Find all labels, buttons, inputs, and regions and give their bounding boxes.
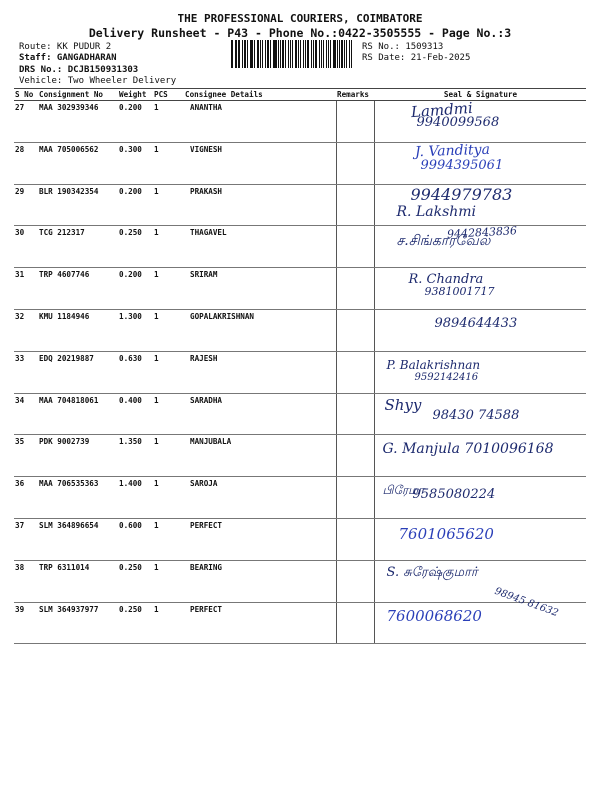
remarks-cell xyxy=(336,477,374,519)
handwritten-signature: S. சுரேஷ்குமார் xyxy=(386,564,478,580)
handwritten-signature: Shyy xyxy=(384,395,422,414)
col-consignment: Consignment No xyxy=(38,89,118,101)
weight-cell: 0.250 xyxy=(118,602,153,644)
signature-cell xyxy=(374,435,586,477)
consignee-cell: MANJUBALA xyxy=(184,435,336,477)
handwritten-signature: Lamdmi xyxy=(409,98,473,122)
table-row xyxy=(14,435,586,477)
pcs-cell: 1 xyxy=(153,268,184,310)
handwritten-signature: G. Manjula 7010096168 xyxy=(382,441,554,458)
company-title: THE PROFESSIONAL COURIERS, COIMBATORE xyxy=(177,12,423,25)
weight-cell: 0.300 xyxy=(118,142,153,184)
sno-cell: 36 xyxy=(14,477,38,519)
pcs-cell: 1 xyxy=(153,518,184,560)
barcode-bar xyxy=(341,40,343,68)
barcode-bar xyxy=(315,40,317,68)
signature-cell xyxy=(374,142,586,184)
barcode-bar xyxy=(274,40,276,68)
consignment-cell: EDQ 20219887 xyxy=(38,351,118,393)
table-row xyxy=(14,101,586,143)
handwritten-signature: 98945 81632 xyxy=(492,585,560,619)
barcode-bar xyxy=(285,40,286,68)
barcode-bar xyxy=(305,40,306,68)
handwritten-signature: 9381001717 xyxy=(424,285,495,299)
runsheet-table xyxy=(14,88,586,644)
barcode-bar xyxy=(311,40,313,68)
table-header-row xyxy=(14,89,586,101)
signature-cell xyxy=(374,351,586,393)
weight-cell: 0.200 xyxy=(118,268,153,310)
barcode-bar xyxy=(273,40,274,68)
barcode-bar xyxy=(319,40,320,68)
handwritten-signature: 9894644433 xyxy=(434,315,518,331)
barcode-bar xyxy=(321,40,322,68)
handwritten-signature: 9944979783 xyxy=(410,184,513,204)
rs-date: RS Date: 21-Feb-2025 xyxy=(362,53,471,63)
handwritten-signature: 7601065620 xyxy=(398,524,494,543)
col-weight: Weight xyxy=(118,89,153,101)
signature-cell xyxy=(374,393,586,435)
barcode-bar xyxy=(244,40,246,68)
table-row xyxy=(14,142,586,184)
barcode-bar xyxy=(326,40,327,68)
consignee-cell: ANANTHA xyxy=(184,101,336,143)
pcs-cell: 1 xyxy=(153,142,184,184)
consignment-cell: TCG 212317 xyxy=(38,226,118,268)
pcs-cell: 1 xyxy=(153,351,184,393)
barcode-bar xyxy=(298,40,299,68)
consignment-cell: TRP 6311014 xyxy=(38,560,118,602)
barcode-bar xyxy=(280,40,281,68)
consignment-cell: BLR 190342354 xyxy=(38,184,118,226)
barcode-bar xyxy=(231,40,233,68)
remarks-cell xyxy=(336,309,374,351)
weight-cell: 1.350 xyxy=(118,435,153,477)
signature-cell xyxy=(374,477,586,519)
barcode xyxy=(231,40,353,68)
remarks-cell xyxy=(336,184,374,226)
consignee-cell: PERFECT xyxy=(184,602,336,644)
pcs-cell: 1 xyxy=(153,184,184,226)
weight-cell: 0.600 xyxy=(118,518,153,560)
weight-cell: 0.400 xyxy=(118,393,153,435)
signature-cell xyxy=(374,585,586,644)
remarks-cell xyxy=(336,435,374,477)
consignee-cell: PERFECT xyxy=(184,518,336,560)
consignee-cell: SRIRAM xyxy=(184,268,336,310)
sno-cell: 34 xyxy=(14,393,38,435)
remarks-cell xyxy=(336,142,374,184)
runsheet-subtitle: Delivery Runsheet - P43 - Phone No.:0422-3505555 - Page No.:3 xyxy=(88,26,512,40)
table-row xyxy=(14,309,586,351)
weight-cell: 1.300 xyxy=(118,309,153,351)
weight-cell: 0.200 xyxy=(118,184,153,226)
barcode-bar xyxy=(260,40,261,68)
pcs-cell: 1 xyxy=(153,602,184,644)
staff-label: Staff: GANGADHARAN xyxy=(19,53,117,63)
handwritten-signature: 7600068620 xyxy=(386,606,482,625)
barcode-bar xyxy=(333,40,335,68)
barcode-bar xyxy=(328,40,329,68)
handwritten-signature: 9994395061 xyxy=(420,157,504,173)
consignment-cell: MAA 302939346 xyxy=(38,101,118,143)
signature-cell xyxy=(374,184,586,226)
table-row xyxy=(14,184,586,226)
consignment-cell: TRP 4607746 xyxy=(38,268,118,310)
consignment-cell: SLM 364937977 xyxy=(38,602,118,644)
barcode-bar xyxy=(235,40,236,68)
remarks-cell xyxy=(336,226,374,268)
col-consignee: Consignee Details xyxy=(184,89,336,101)
consignee-cell: BEARING xyxy=(184,560,336,602)
consignee-cell: THAGAVEL xyxy=(184,226,336,268)
handwritten-signature: R. Lakshmi xyxy=(396,203,477,220)
remarks-cell xyxy=(336,393,374,435)
sno-cell: 37 xyxy=(14,518,38,560)
col-sno: S No xyxy=(14,89,38,101)
sno-cell: 33 xyxy=(14,351,38,393)
barcode-bar xyxy=(251,40,253,68)
barcode-bar xyxy=(262,40,263,68)
consignee-cell: SARADHA xyxy=(184,393,336,435)
barcode-bar xyxy=(300,40,302,68)
handwritten-signature: P. Balakrishnan xyxy=(386,357,481,372)
barcode-bar xyxy=(236,40,237,68)
barcode-bar xyxy=(337,40,338,68)
barcode-bar xyxy=(250,40,251,68)
table-row xyxy=(14,351,586,393)
barcode-bar xyxy=(265,40,267,68)
pcs-cell: 1 xyxy=(153,435,184,477)
consignee-cell: PRAKASH xyxy=(184,184,336,226)
remarks-cell xyxy=(336,518,374,560)
weight-cell: 0.250 xyxy=(118,560,153,602)
sno-cell: 39 xyxy=(14,602,38,644)
barcode-bar xyxy=(278,40,279,68)
barcode-bar xyxy=(349,40,350,68)
consignment-cell: MAA 704818061 xyxy=(38,393,118,435)
consignment-cell: MAA 705006562 xyxy=(38,142,118,184)
barcode-bar xyxy=(288,40,290,68)
drs-number: DRS No.: DCJB150931303 xyxy=(19,65,139,75)
barcode-bar xyxy=(242,40,243,68)
handwritten-signature: 9585080224 xyxy=(412,487,496,503)
consignment-cell: SLM 364896654 xyxy=(38,518,118,560)
table-row xyxy=(14,226,586,268)
handwritten-signature: 9940099568 xyxy=(416,115,500,130)
pcs-cell: 1 xyxy=(153,226,184,268)
consignee-cell: SAROJA xyxy=(184,477,336,519)
barcode-bar xyxy=(344,40,345,68)
pcs-cell: 1 xyxy=(153,560,184,602)
signature-cell xyxy=(374,309,586,351)
signature-cell xyxy=(374,518,586,560)
handwritten-signature: J. Vanditya xyxy=(414,141,490,161)
sno-cell: 32 xyxy=(14,309,38,351)
pcs-cell: 1 xyxy=(153,477,184,519)
table-row xyxy=(14,518,586,560)
table-row xyxy=(14,393,586,435)
weight-cell: 1.400 xyxy=(118,477,153,519)
barcode-bar xyxy=(295,40,297,68)
consignment-cell: PDK 9002739 xyxy=(38,435,118,477)
barcode-bar xyxy=(339,40,340,68)
barcode-bar xyxy=(270,40,271,68)
barcode-bar xyxy=(290,40,291,68)
sno-cell: 38 xyxy=(14,560,38,602)
rs-number: RS No.: 1509313 xyxy=(362,42,444,52)
remarks-cell xyxy=(336,602,374,644)
signature-cell xyxy=(374,98,586,143)
sno-cell: 29 xyxy=(14,184,38,226)
barcode-bar xyxy=(247,40,248,68)
handwritten-signature: 9442843836 xyxy=(446,224,517,242)
barcode-bar xyxy=(254,40,255,68)
consignee-cell: GOPALAKRISHNAN xyxy=(184,309,336,351)
consignee-cell: VIGNESH xyxy=(184,142,336,184)
barcode-bar xyxy=(257,40,259,68)
signature-cell xyxy=(374,560,586,602)
weight-cell: 0.630 xyxy=(118,351,153,393)
barcode-bar xyxy=(313,40,314,68)
barcode-bar xyxy=(330,40,332,68)
signature-cell xyxy=(374,226,586,268)
pcs-cell: 1 xyxy=(153,101,184,143)
handwritten-signature: 9592142416 xyxy=(414,371,479,383)
route-label: Route: KK PUDUR 2 xyxy=(19,42,112,52)
sno-cell: 31 xyxy=(14,268,38,310)
sno-cell: 28 xyxy=(14,142,38,184)
pcs-cell: 1 xyxy=(153,393,184,435)
barcode-bar xyxy=(307,40,309,68)
remarks-cell xyxy=(336,268,374,310)
barcode-bar xyxy=(238,40,240,68)
sno-cell: 35 xyxy=(14,435,38,477)
barcode-bar xyxy=(323,40,325,68)
weight-cell: 0.200 xyxy=(118,101,153,143)
vehicle-label: Vehicle: Two Wheeler Delivery xyxy=(19,76,177,86)
col-remarks: Remarks xyxy=(336,89,374,101)
barcode-bar xyxy=(267,40,269,68)
handwritten-signature: 98430 74588 xyxy=(432,407,520,423)
barcode-bar xyxy=(282,40,284,68)
table-row xyxy=(14,477,586,519)
sno-cell: 27 xyxy=(14,101,38,143)
remarks-cell xyxy=(336,351,374,393)
col-pcs: PCS xyxy=(153,89,184,101)
weight-cell: 0.250 xyxy=(118,226,153,268)
consignment-cell: KMU 1184946 xyxy=(38,309,118,351)
table-row xyxy=(14,268,586,310)
barcode-bar xyxy=(351,40,352,68)
consignment-cell: MAA 706535363 xyxy=(38,477,118,519)
handwritten-signature: பிரேமா xyxy=(382,483,425,498)
signature-cell xyxy=(374,268,586,310)
remarks-cell xyxy=(336,101,374,143)
table-row xyxy=(14,602,586,644)
pcs-cell: 1 xyxy=(153,309,184,351)
barcode-bar xyxy=(292,40,293,68)
handwritten-signature: ச.சிங்காரவேல் xyxy=(396,233,491,250)
barcode-bar xyxy=(346,40,348,68)
remarks-cell xyxy=(336,560,374,602)
barcode-bar xyxy=(303,40,304,68)
col-signature: Seal & Signature xyxy=(374,89,586,101)
consignee-cell: RAJESH xyxy=(184,351,336,393)
handwritten-signature: R. Chandra xyxy=(408,272,484,288)
sno-cell: 30 xyxy=(14,226,38,268)
